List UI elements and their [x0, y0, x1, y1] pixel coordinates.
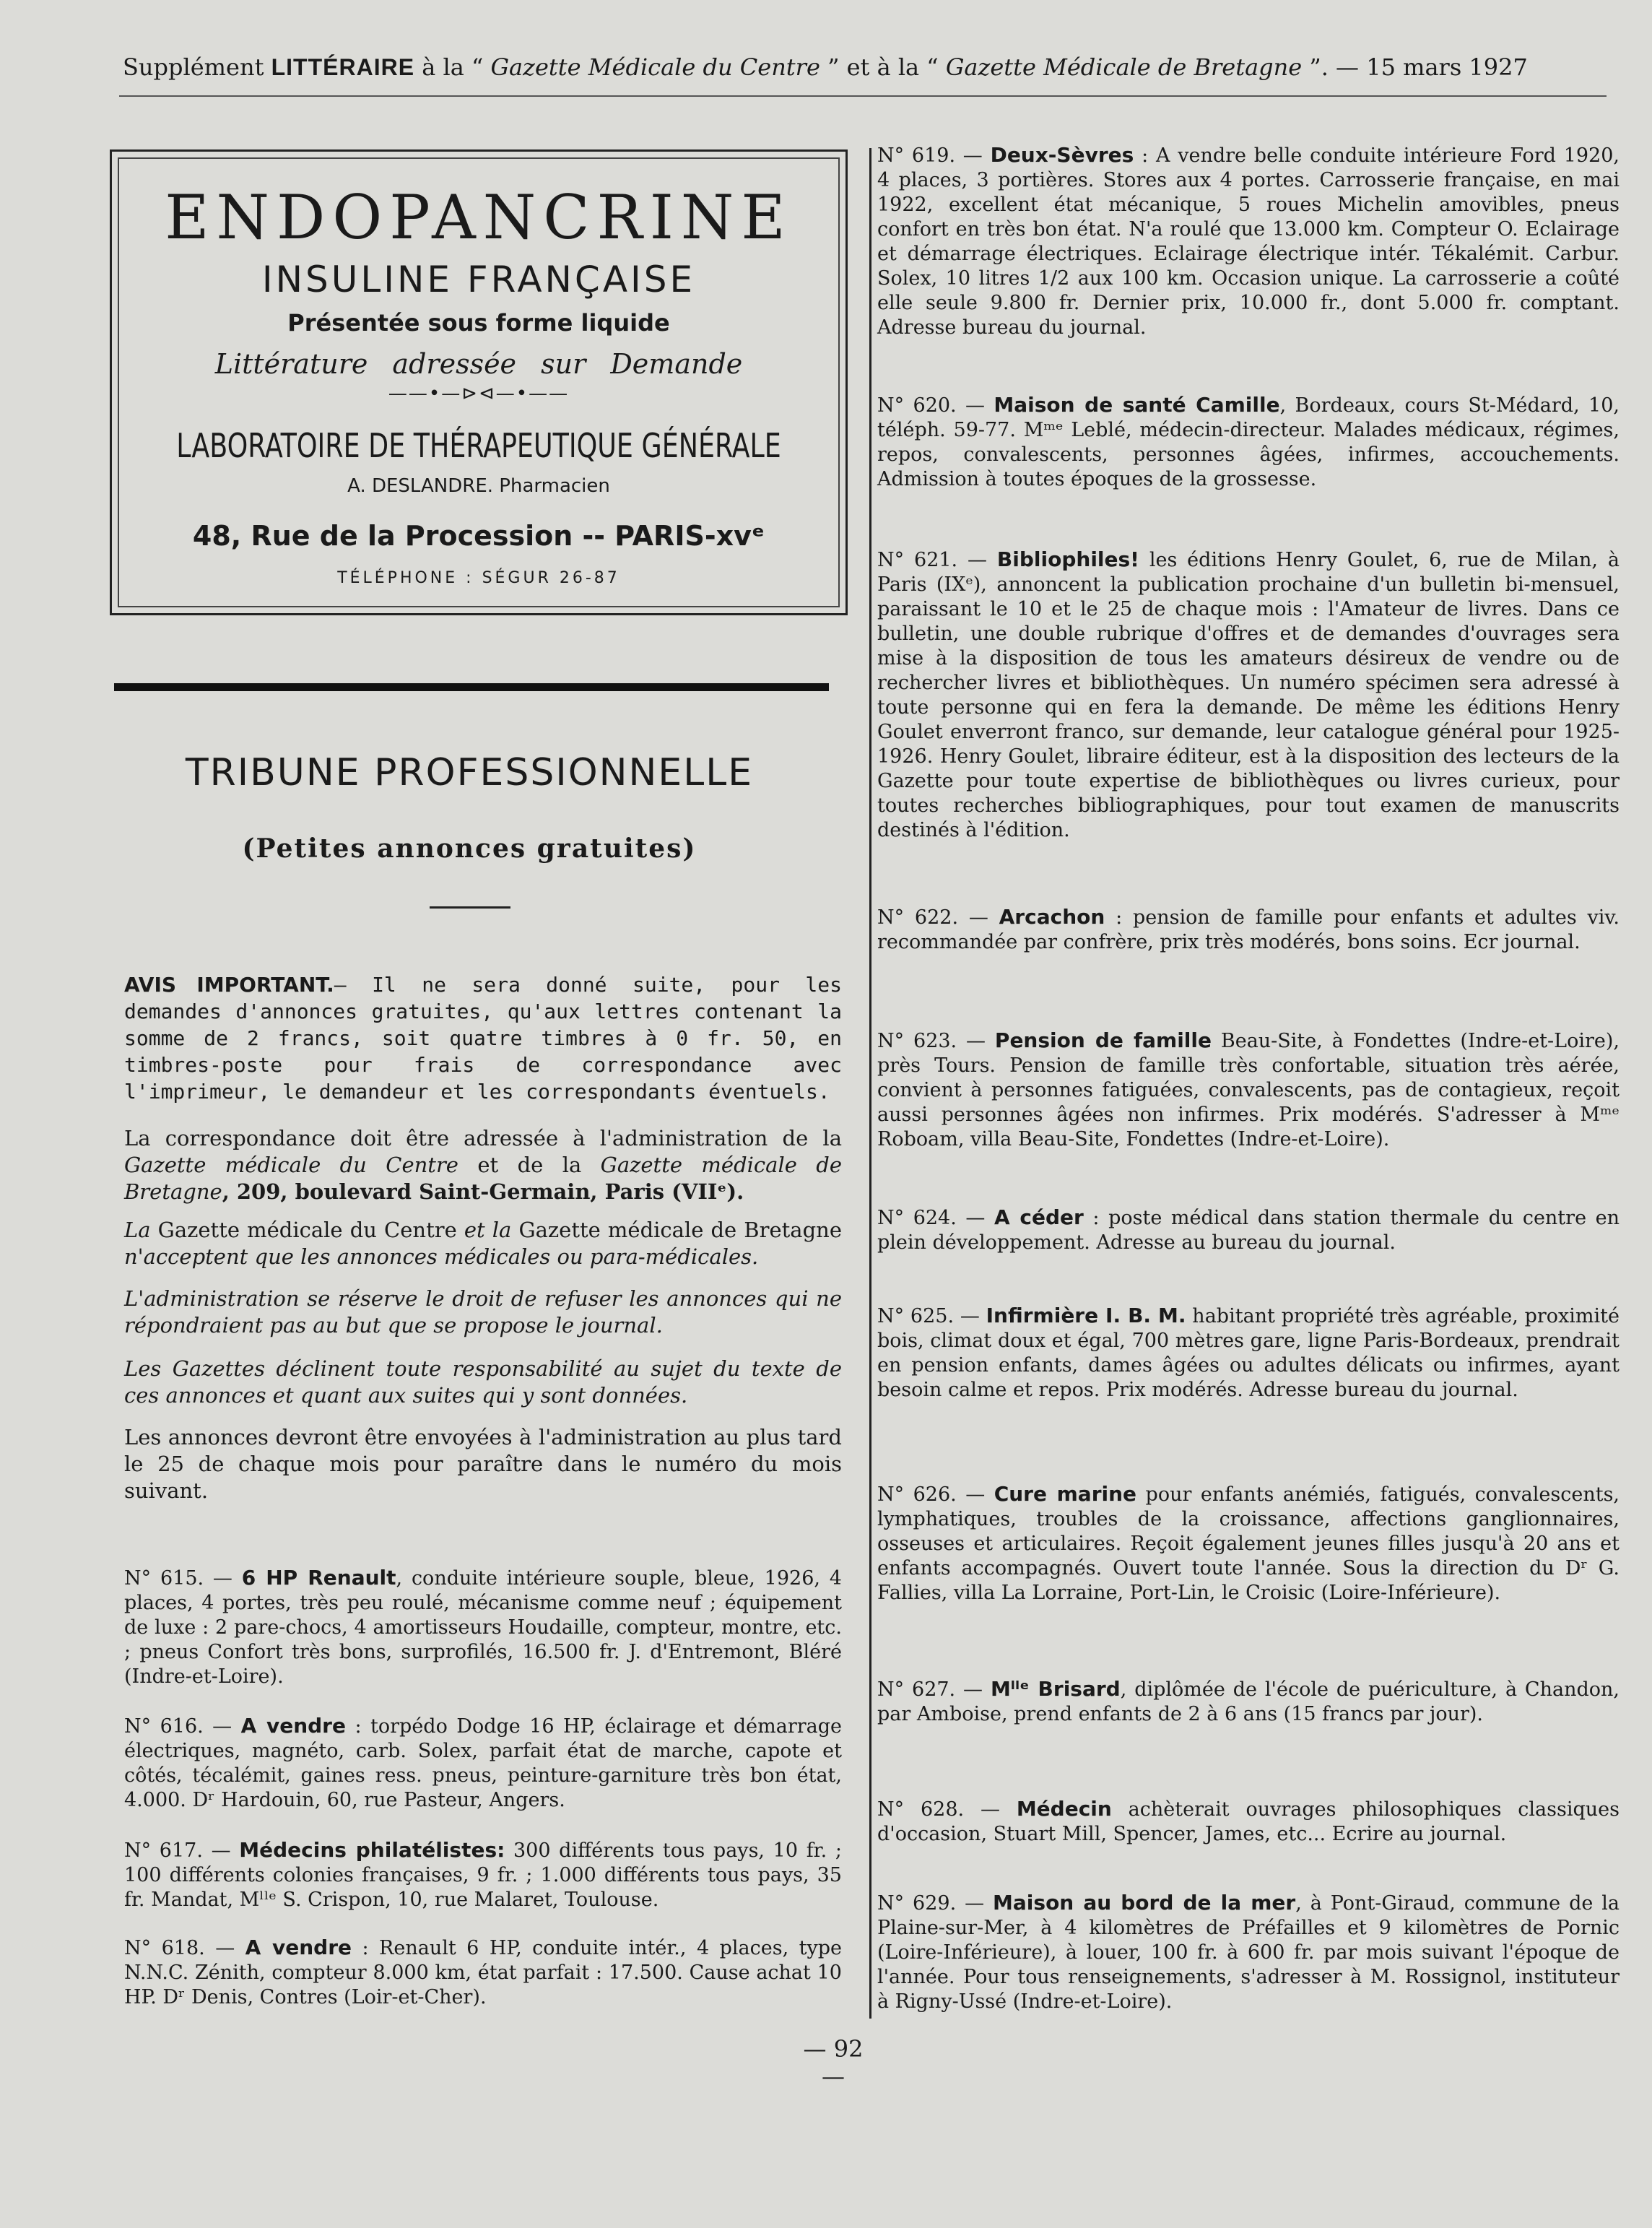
ad-text: achèterait ouvrages philosophiques classiques d'occasion, Stuart Mill, Spencer, James, etc... Ecrire au journal. [877, 1798, 1620, 1845]
classified-ad [124, 1714, 842, 1813]
ad-text: , Bordeaux, cours St-Médard, 10, téléph. 59-77. Mᵐᵉ Leblé, médecin-directeur. Malades médicaux, régimes, repos, convalescents, personnes âgées, infirmes, accouchements. Admission à toutes époques de la grossesse. [877, 394, 1620, 490]
ad-number: N° 618. — [124, 1937, 245, 1959]
ad-heading: Deux-Sèvres [990, 143, 1134, 167]
ad-heading: Cure marine [994, 1482, 1137, 1506]
ad-number: N° 616. — [124, 1715, 241, 1738]
ad-laboratory: LABORATOIRE DE THÉRAPEUTIQUE GÉNÉRALE [176, 426, 781, 465]
ad-number: N° 622. — [877, 906, 999, 929]
ad-number: N° 615. — [124, 1567, 242, 1590]
notice-deadline: Les annonces devront être envoyées à l'administration au plus tard le 25 de chaque mois pour paraître dans le numéro du mois suivant. [124, 1425, 842, 1503]
header-rule [119, 95, 1607, 97]
ad-number: N° 628. — [877, 1798, 1017, 1821]
classified-ad [877, 1677, 1620, 1727]
notice-text: , 209, boulevard Saint-Germain, Paris (VIIᵉ). [222, 1179, 744, 1204]
page-number: — 92 — [803, 2035, 864, 2090]
header-joiner-2: ” et à la “ [820, 53, 946, 81]
ad-text: : pension de famille pour enfants et adultes viv. recommandée par confrère, prix très modérés, bons soins. Ecr journal. [877, 906, 1620, 953]
classified-ad [877, 1028, 1620, 1152]
ad-number: N° 627. — [877, 1678, 991, 1701]
classified-ad [124, 1838, 842, 1912]
ad-heading: Infirmière I. B. M. [986, 1304, 1186, 1327]
ad-heading: Pension de famille [994, 1028, 1212, 1052]
short-rule [430, 906, 510, 909]
notice-text: La [124, 1218, 151, 1242]
classified-ad [877, 393, 1620, 492]
ad-heading: Maison au bord de la mer [993, 1891, 1296, 1915]
header-supplement: Supplément [123, 53, 271, 81]
ad-address: 48, Rue de la Procession -- PARIS-xvᵉ [192, 520, 765, 552]
ad-heading: Bibliophiles! [996, 547, 1139, 571]
column-divider [869, 148, 871, 2019]
ad-literature: Littérature adressée sur Demande [214, 348, 743, 380]
notice-text: et la [464, 1218, 512, 1242]
ad-text: les éditions Henry Goulet, 6, rue de Milan, à Paris (IXᵉ), annoncent la publication prochaine d'un bulletin bi-mensuel, paraissant le 10 et le 25 de chaque mois : l'Amateur de livres. Dans ce bulletin, une double rubrique d'offres et de demandes d'ouvrages sera mise à la disposition de tous les amateurs désireux de vendre ou de rechercher livres et bibliothèques. Un numéro spécimen sera adressé à toute personne qui en fera la demande. De même les éditions Henry Goulet enverront franco, sur demande, leur catalogue général pour 1925-1926. Henry Goulet, libraire éditeur, est à la disposition des lecteurs de la Gazette pour toute expertise de bibliothèques ou livres curieux, pour toutes recherches bibliographiques, pour tout examen de manuscrits destinés à l'édition. [877, 549, 1620, 841]
section-subtitle: (Petites annonces gratuites) [242, 833, 697, 864]
ad-number: N° 624. — [877, 1207, 994, 1229]
section-title: TRIBUNE PROFESSIONNELLE [185, 751, 754, 794]
ad-subtitle: INSULINE FRANÇAISE [261, 259, 696, 300]
classified-ad [877, 547, 1620, 843]
ad-heading: A céder [994, 1205, 1084, 1229]
ad-number: N° 623. — [877, 1030, 995, 1052]
ad-text: : torpédo Dodge 16 HP, éclairage et démarrage électriques, magnéto, carb. Solex, parfait état de marche, capote et côtés, técalémit, gaines ress. pneus, peinture-garniture très bon état, 4.000. Dʳ Hardouin, 60, rue Pasteur, Angers. [124, 1715, 842, 1811]
ad-text: Beau-Site, à Fondettes (Indre-et-Loire), près Tours. Pension de famille très confortable, situation très aérée, convient à personnes fatiguées, convalescents, pas de contagieux, reçoit aussi personnes âgées non infirmes. Prix modérés. S'adresser à Mᵐᵉ Roboam, villa Beau-Site, Fondettes (Indre-et-Loire). [877, 1030, 1620, 1150]
ad-heading: 6 HP Renault [241, 1566, 396, 1590]
ad-pharmacist: A. DESLANDRE. Pharmacien [347, 475, 610, 497]
ad-text: : Renault 6 HP, conduite intér., 4 places, type N.N.C. Zénith, compteur 8.000 km, état parfait : 17.500. Cause achat 10 HP. Dʳ Denis, Contres (Loir-et-Cher). [124, 1937, 842, 2008]
notice-important [124, 971, 842, 1105]
ad-number: N° 619. — [877, 144, 991, 167]
classified-ad [877, 1482, 1620, 1605]
ad-heading: Arcachon [999, 905, 1105, 929]
ad-text: , à Pont-Giraud, commune de la Plaine-sur-Mer, à 4 kilomètres de Préfailles et 9 kilomètres de Pornic (Loire-Inférieure), à louer, 100 fr. à 600 fr. par mois suivant l'époque de l'année. Pour tous renseignements, s'adresser à M. Rossignol, instituteur à Rigny-Ussé (Indre-et-Loire). [877, 1892, 1620, 2013]
header-date: ”. — 15 mars 1927 [1302, 53, 1528, 81]
thick-rule [114, 683, 829, 691]
ad-text: : A vendre belle conduite intérieure Ford 1920, 4 places, 3 portières. Stores aux 4 portes. Carrosserie française, en mai 1922, excellent état mécanique, 5 roues Michelin amovibles, pneus confort en très bon état. N'a roulé que 13.000 km. Compteur O. Eclairage et démarrage électriques. Eclairage électrique intér. Tékalémit. Carbur. Solex, 10 litres 1/2 aux 100 km. Occasion unique. La carrosserie a coûté elle seule 9.800 fr. Dernier prix, 10.000 fr., dont 5.000 fr. comptant. Adresse bureau du journal. [877, 144, 1620, 339]
notice-text: La correspondance doit être adressée à l'administration de la [124, 1126, 842, 1150]
ad-number: N° 620. — [877, 394, 994, 417]
ad-text: 300 différents tous pays, 10 fr. ; 100 différents colonies françaises, 9 fr. ; 1.000 différents tous pays, 35 fr. Mandat, Mˡˡᵉ S. Crispon, 10, rue Malaret, Toulouse. [124, 1839, 842, 1911]
notice-refusal: L'administration se réserve le droit de refuser les annonces qui ne répondraient pas au but que se propose le journal. [124, 1286, 842, 1338]
notice-text: Gazette médicale de Bretagne [511, 1218, 842, 1242]
notice-text: Gazette médicale de Bretagne [124, 1153, 843, 1204]
classified-ad [877, 1304, 1620, 1403]
ad-heading: Mˡˡᵉ Brisard [990, 1677, 1121, 1701]
ad-number: N° 621. — [877, 549, 997, 571]
ad-text: , conduite intérieure souple, bleue, 1926, 4 places, 4 portes, très peu roulé, mécanisme comme neuf ; équipement de luxe : 2 pare-chocs, 4 amortisseurs Houdaille, compteur, montre, etc. ; pneus Confort très bons, surprofilés, 16.500 fr. J. d'Entremont, Bléré (Indre-et-Loire). [124, 1567, 842, 1688]
running-header [123, 53, 1603, 81]
ad-ornament: ——•—⊳⊲—•—— [388, 383, 570, 404]
ad-heading: Médecins philatélistes: [239, 1838, 505, 1862]
classified-ad [877, 1797, 1620, 1847]
ad-heading: A vendre [245, 1936, 352, 1959]
classified-ad [877, 905, 1620, 955]
header-gazette-bretagne: Gazette Médicale de Bretagne [945, 53, 1303, 81]
notice-text: Gazette médicale du Centre [150, 1218, 464, 1242]
ad-brand: ENDOPANCRINE [165, 182, 793, 253]
ad-heading: Maison de santé Camille [994, 393, 1280, 417]
classified-ad [124, 1566, 842, 1689]
ad-number: N° 626. — [877, 1483, 994, 1506]
notice-important-lead: AVIS IMPORTANT. [124, 973, 334, 997]
ad-number: N° 625. — [877, 1305, 986, 1327]
classified-ad [124, 1936, 842, 2010]
ad-number: N° 617. — [124, 1839, 240, 1862]
endopancrine-advertisement [110, 149, 848, 615]
ad-number: N° 629. — [877, 1892, 994, 1915]
ad-phone: TÉLÉPHONE : SÉGUR 26-87 [337, 569, 620, 587]
ad-heading: A vendre [240, 1714, 346, 1738]
notice-text: et de la [458, 1153, 601, 1177]
header-joiner-1: à la “ [414, 53, 491, 81]
ad-text: : poste médical dans station thermale du centre en plein développement. Adresse au bureau du journal. [877, 1207, 1620, 1254]
notice-text: Gazette médicale du Centre [124, 1153, 458, 1177]
notice-text: n'acceptent que les annonces médicales ou para-médicales. [124, 1244, 759, 1269]
ad-text: , diplômée de l'école de puériculture, à Chandon, par Amboise, prend enfants de 2 à 6 ans (15 francs par jour). [877, 1678, 1620, 1725]
ad-form: Présentée sous forme liquide [287, 309, 670, 337]
classified-ad [877, 1891, 1620, 2014]
classified-ad [877, 1205, 1620, 1255]
ad-text: habitant propriété très agréable, proximité bois, climat doux et égal, 700 mètres gare, ligne Paris-Bordeaux, prendrait en pension enfants, dames âgées ou adultes délicats ou infirmes, ayant besoin calme et repos. Prix modérés. Adresse bureau du journal. [877, 1305, 1620, 1401]
ad-text: pour enfants anémiés, fatigués, convalescents, lymphatiques, troubles de la croissance, affections ganglionnaires, osseuses et articulaires. Reçoit également jeunes filles jusqu'à 20 ans et enfants accompagnés. Ouvert toute l'année. Sous la direction du Dʳ G. Fallies, villa La Lorraine, Port-Lin, le Croisic (Loire-Inférieure). [877, 1483, 1620, 1604]
classified-ad [877, 143, 1620, 340]
notice-responsibility: Les Gazettes déclinent toute responsabilité au sujet du texte de ces annonces et quant aux suites qui y sont données. [124, 1356, 842, 1408]
notice-acceptance [124, 1217, 842, 1270]
header-litteraire: LITTÉRAIRE [271, 54, 415, 80]
notice-important-text: — Il ne sera donné suite, pour les demandes d'annonces gratuites, qu'aux lettres contenant la somme de 2 francs, soit quatre timbres à 0 fr. 50, en timbres-poste pour frais de correspondance avec l'imprimeur, le demandeur et les correspondants éventuels. [124, 973, 842, 1104]
header-gazette-centre: Gazette Médicale du Centre [490, 53, 820, 81]
notice-correspondence [124, 1125, 842, 1205]
ad-heading: Médecin [1016, 1797, 1112, 1821]
